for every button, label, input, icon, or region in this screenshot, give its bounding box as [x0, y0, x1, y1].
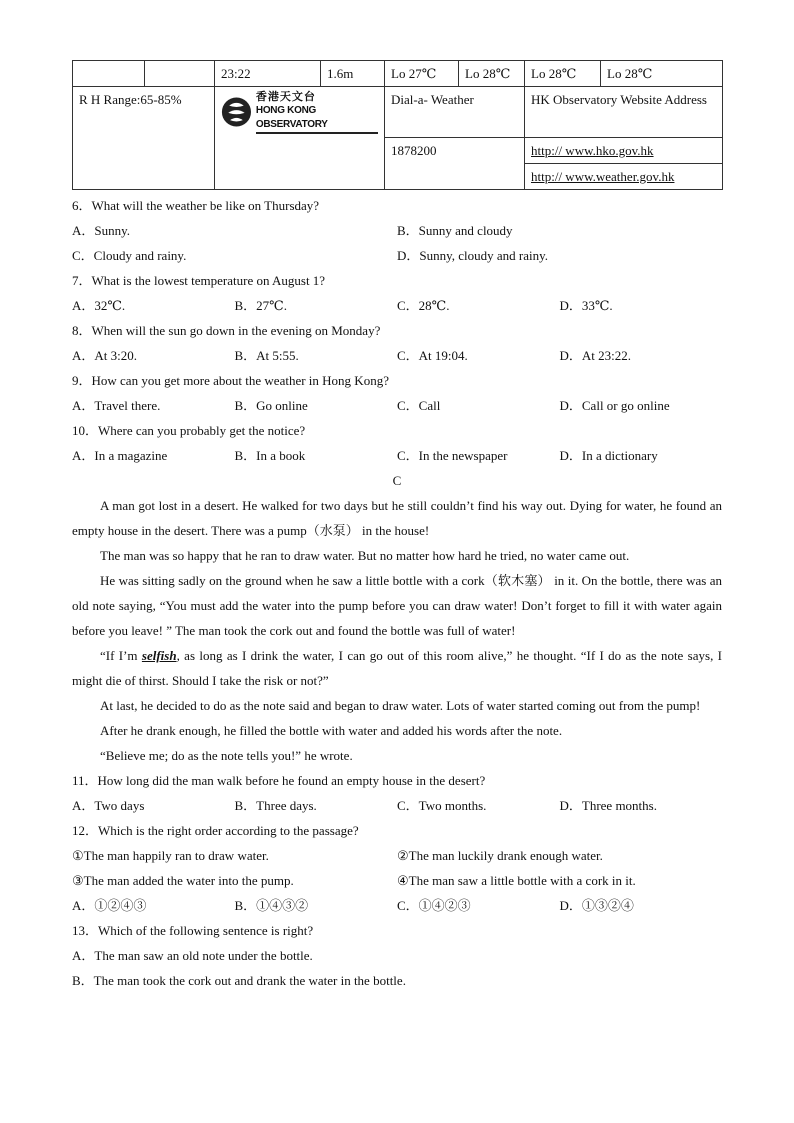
question-11: 11．How long did the man walk before he found an empty house in the desert?: [72, 773, 486, 788]
table-cell: Lo 28℃: [459, 61, 525, 87]
option-a: A．Two days: [72, 798, 145, 813]
option-b: B．①④③②: [234, 898, 309, 913]
option-a: A．Sunny.: [72, 223, 131, 238]
weather-url-link[interactable]: http:// www.weather.gov.hk: [531, 169, 675, 184]
table-cell: Lo 27℃: [385, 61, 459, 87]
table-cell: Lo 28℃: [601, 61, 723, 87]
statement-3: ③The man added the water into the pump.: [72, 873, 294, 888]
option-b: B．Three days.: [234, 798, 317, 813]
option-b: B．Sunny and cloudy: [397, 223, 513, 238]
option-d: D．In a dictionary: [559, 448, 658, 463]
logo-chinese: 香港天文台: [255, 90, 316, 103]
option-a: A．The man saw an old note under the bottle.: [72, 948, 313, 963]
option-a: A．At 3:20.: [72, 348, 138, 363]
option-d: D．Sunny, cloudy and rainy.: [397, 248, 549, 263]
table-cell: 1.6m: [321, 61, 385, 87]
table-cell: [73, 61, 145, 87]
question-12: 12．Which is the right order according to the passage?: [72, 823, 359, 838]
question-6: 6．What will the weather be like on Thursday?: [72, 198, 320, 213]
option-a: A．In a magazine: [72, 448, 168, 463]
table-cell: Lo 28℃: [525, 61, 601, 87]
option-c: C．Call: [397, 398, 441, 413]
statements-row: [72, 868, 722, 893]
passage-paragraph: He was sitting sadly on the ground when he saw a little bottle with a cork（软木塞） in it. On the bottle, there was an old note saying, “You must add the water into the pump before you can draw water! Don’t forget to fill it with water again before you leave! ” The man took the cork out and found the bottle was full of water!: [72, 573, 722, 638]
passage-paragraph: The man was so happy that he ran to draw water. But no matter how hard he tried, no water came out.: [100, 548, 630, 563]
text-span: , as long as I drink the water, I can go out of this room alive,” he thought. “If I do as the note says, I might die of thirst. Should I take the risk or not?”: [72, 648, 722, 688]
highlighted-word: selfish: [141, 648, 177, 663]
statement-4: ④The man saw a little bottle with a cork in it.: [397, 873, 636, 888]
options-row: [72, 443, 722, 468]
option-d: D．Three months.: [559, 798, 657, 813]
option-b: B．27℃.: [234, 298, 287, 313]
hko-emblem-icon: [221, 95, 252, 129]
table-cell: [145, 61, 215, 87]
question-7: 7．What is the lowest temperature on August 1?: [72, 273, 326, 288]
option-b: B．At 5:55.: [234, 348, 299, 363]
question-10: 10．Where can you probably get the notice?: [72, 423, 306, 438]
passage-paragraph: A man got lost in a desert. He walked for two days but he still couldn’t find his way out. Dying for water, he found an empty house in the desert. There was a pump（水泵） in the house!: [72, 498, 722, 538]
option-a: A．①②④③: [72, 898, 147, 913]
url-cell: [525, 164, 723, 190]
weather-table: [72, 60, 723, 190]
option-c: C．At 19:04.: [397, 348, 468, 363]
option-c: C．28℃.: [397, 298, 450, 313]
option-c: C．In the newspaper: [397, 448, 508, 463]
question-13: 13．Which of the following sentence is right?: [72, 923, 314, 938]
options-row: [72, 793, 722, 818]
passage-paragraph: After he drank enough, he filled the bottle with water and added his words after the note.: [100, 723, 563, 738]
text-span: “If I’m: [100, 648, 142, 663]
option-d: D．①③②④: [559, 898, 634, 913]
passage-paragraph: At last, he decided to do as the note said and began to draw water. Lots of water started coming out from the pump!: [100, 698, 701, 713]
exam-page: [72, 60, 722, 993]
question-9: 9．How can you get more about the weather in Hong Kong?: [72, 373, 389, 388]
passage-paragraph: [72, 643, 722, 693]
logo-cell: [215, 87, 385, 190]
table-row: [73, 87, 723, 138]
hko-logo: [221, 90, 378, 134]
passage-paragraph: “Believe me; do as the note tells you!” he wrote.: [100, 748, 353, 763]
statements-row: [72, 843, 722, 868]
options-row: [72, 218, 722, 243]
options-row: [72, 893, 722, 918]
option-c: C．①④②③: [397, 898, 471, 913]
statement-2: ②The man luckily drank enough water.: [397, 848, 603, 863]
dial-label-cell: Dial-a- Weather: [385, 87, 525, 138]
options-row: [72, 343, 722, 368]
logo-english: HONG KONG OBSERVATORY: [256, 104, 378, 134]
url-cell: [525, 138, 723, 164]
option-a: A．32℃.: [72, 298, 126, 313]
options-row: [72, 243, 722, 268]
statement-1: ①The man happily ran to draw water.: [72, 848, 269, 863]
rh-range-cell: R H Range:65-85%: [73, 87, 215, 190]
hko-label-cell: HK Observatory Website Address: [525, 87, 723, 138]
option-b: B．In a book: [234, 448, 306, 463]
dial-number-cell: 1878200: [385, 138, 525, 190]
option-c: C．Cloudy and rainy.: [72, 248, 187, 263]
section-heading: C: [392, 473, 402, 488]
table-cell: 23:22: [215, 61, 321, 87]
option-d: D．Call or go online: [559, 398, 670, 413]
option-d: D．At 23:22.: [559, 348, 632, 363]
option-b: B．The man took the cork out and drank the water in the bottle.: [72, 973, 406, 988]
option-a: A．Travel there.: [72, 398, 161, 413]
hko-url-link[interactable]: http:// www.hko.gov.hk: [531, 143, 654, 158]
option-c: C．Two months.: [397, 798, 487, 813]
option-b: B．Go online: [234, 398, 308, 413]
table-row: [73, 61, 723, 87]
question-8: 8．When will the sun go down in the evening on Monday?: [72, 323, 381, 338]
options-row: [72, 393, 722, 418]
option-d: D．33℃.: [559, 298, 613, 313]
options-row: [72, 293, 722, 318]
